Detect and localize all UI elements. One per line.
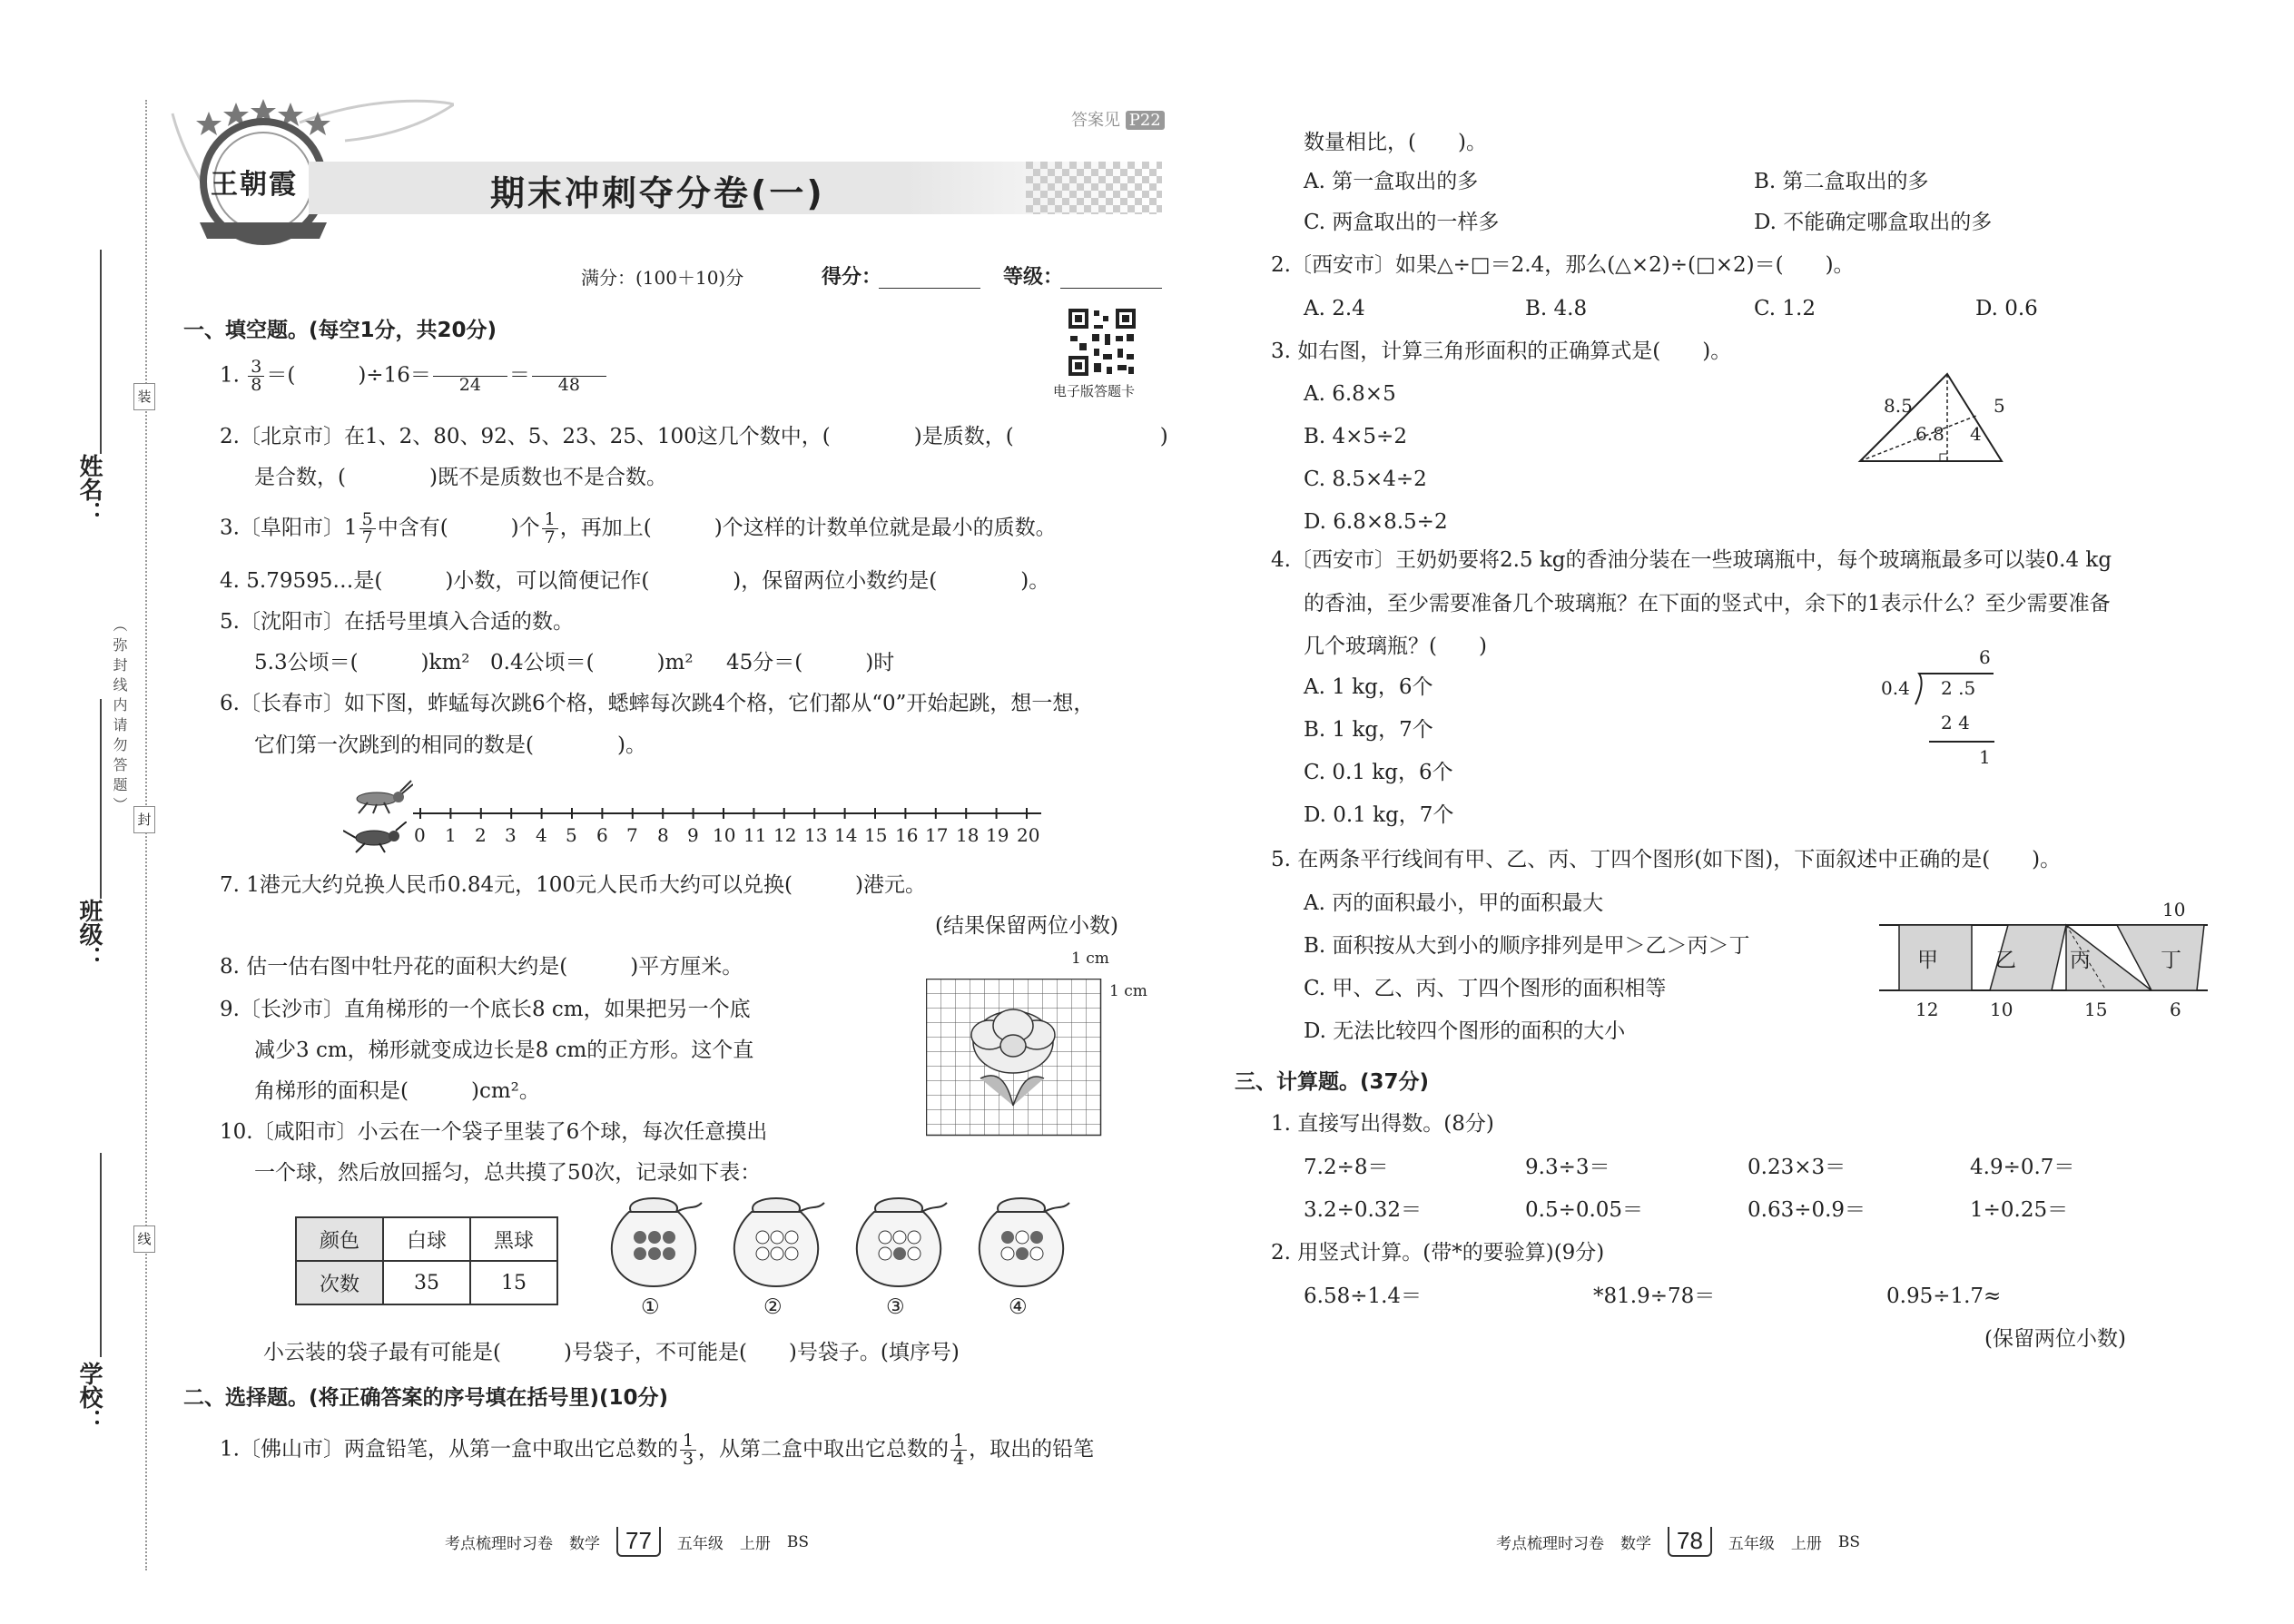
shape-dimension: 15 (2084, 999, 2108, 1020)
option[interactable]: C. 两盒取出的一样多 (1304, 211, 1500, 234)
fraction: $\frac{3}{8}$ (248, 359, 264, 394)
section-heading: 一、填空题。(每空1分，共20分) (183, 319, 497, 342)
fraction-blank[interactable]: 24 (433, 359, 507, 394)
question-1: 1. $\frac{3}{8}$ ＝( )÷16＝ 24 ＝ 48 (220, 359, 608, 394)
tick-label: 10 (713, 824, 736, 846)
tick-label: 18 (956, 824, 980, 846)
option[interactable]: C. 8.5×4÷2 (1304, 468, 1427, 491)
option[interactable]: B. 4×5÷2 (1304, 425, 1407, 448)
choice-question-1-cont: 数量相比，( )。 (1304, 131, 1487, 154)
qr-caption: 电子版答题卡 (1053, 383, 1136, 399)
footer-edition: BS (1837, 1532, 1861, 1551)
table-cell: 次数 (296, 1261, 383, 1304)
option[interactable]: D. 不能确定哪盒取出的多 (1754, 211, 1993, 234)
footer-edition: BS (786, 1532, 810, 1551)
bag-3-icon (849, 1185, 949, 1289)
question-7-note: (结果保留两位小数) (935, 914, 1118, 938)
tick-label: 1 (445, 824, 457, 846)
option[interactable]: D. 6.8×8.5÷2 (1304, 510, 1448, 534)
cut-mark-xian: 线 (133, 1225, 155, 1253)
footer-volume: 上册 (1790, 1535, 1822, 1553)
footer-series: 考点梳理时习卷 (445, 1535, 553, 1553)
calc-question-2: 2. 用竖式计算。(带*的要验算)(9分) (1271, 1241, 1605, 1265)
question-9: 9.〔长沙市〕直角梯形的一个底长8 cm，如果把另一个底 (220, 998, 751, 1021)
div-quotient: 6 (1979, 646, 1991, 668)
tick-label: 3 (505, 824, 517, 846)
name-label: 姓名： (75, 454, 103, 525)
tick-label: 0 (414, 824, 426, 846)
choice-question-1: 1.〔佛山市〕两盒铅笔，从第一盒中取出它总数的 $\frac{1}{3}$ ，从第二盒中取出它总数的 $\frac{1}{4}$ ，取出的铅笔 (220, 1431, 1095, 1469)
div-remainder: 1 (1979, 746, 1991, 768)
bag-label: ① (641, 1295, 660, 1319)
triangle-label: 5 (1994, 395, 2005, 417)
school-field[interactable] (100, 1153, 102, 1357)
question-10: 10.〔咸阳市〕小云在一个袋子里装了6个球，每次任意摸出 (220, 1120, 768, 1144)
grid-unit-top: 1 cm (1071, 950, 1109, 968)
option[interactable]: A. 6.8×5 (1304, 382, 1396, 406)
tick-label: 17 (925, 824, 949, 846)
choice-question-4-cont: 的香油，至少需要准备几个玻璃瓶？在下面的竖式中，余下的1表示什么？至少需要准备 (1304, 592, 2111, 615)
question-5c: 45分＝( )时 (726, 651, 895, 674)
footer-grade: 五年级 (1728, 1535, 1775, 1553)
bag-4-icon (971, 1185, 1071, 1289)
choice-question-2: 2.〔西安市〕如果△÷□＝2.4，那么(△×2)÷(□×2)＝( )。 (1271, 253, 1855, 277)
grid-unit-side: 1 cm (1109, 982, 1147, 1000)
page-title: 期末冲刺夺分卷(一) (490, 173, 825, 213)
choice-question-4-cont2: 几个玻璃瓶？( ) (1304, 635, 1487, 658)
answer-ref: 答案见 P22 (1071, 107, 1165, 131)
question-8: 8. 估一估右图中牡丹花的面积大约是( )平方厘米。 (220, 955, 743, 979)
div-line (1929, 741, 1994, 743)
tick-label: 14 (834, 824, 858, 846)
option[interactable]: D. 无法比较四个图形的面积的大小 (1304, 1019, 1626, 1043)
calc-item[interactable]: 0.23×3＝ (1748, 1156, 1846, 1179)
bag-label: ② (763, 1295, 783, 1319)
triangle-label: 8.5 (1884, 395, 1913, 417)
bag-2-icon (726, 1185, 826, 1289)
option[interactable]: B. 1 kg，7个 (1304, 718, 1433, 742)
option[interactable]: C. 0.1 kg，6个 (1304, 761, 1453, 784)
question-9-cont: 减少3 cm，梯形就变成边长是8 cm的正方形。这个直 (254, 1038, 754, 1062)
table-cell: 黑球 (470, 1217, 557, 1261)
ball-record-table (295, 1216, 558, 1305)
section-heading: 三、计算题。(37分) (1235, 1070, 1430, 1094)
calc-item[interactable]: 1÷0.25＝ (1970, 1198, 2069, 1222)
question-5: 5.〔沈阳市〕在括号里填入合适的数。 (220, 610, 574, 634)
calc-question-1: 1. 直接写出得数。(8分) (1271, 1112, 1494, 1136)
score-full: 满分：(100＋10)分 (581, 267, 744, 289)
shape-dimension: 10 (1990, 999, 2013, 1020)
logo-name: 王朝霞 (211, 169, 298, 201)
footer-right (1496, 1527, 1860, 1557)
question-5a: 5.3公顷＝( )km² (254, 651, 470, 674)
question-6-cont: 它们第一次跳到的相同的数是( )。 (254, 733, 646, 757)
calc-note: (保留两位小数) (1984, 1327, 2126, 1351)
score-label: 得分： (822, 266, 882, 289)
page-number: 77 (616, 1527, 661, 1557)
fraction: $\frac{1}{4}$ (950, 1432, 967, 1468)
question-3: 3.〔阜阳市〕1 $\frac{5}{7}$ 中含有( )个 $\frac{1}{7}$ ，再加上( )个这样的计数单位就是最小的质数。 (220, 509, 1057, 547)
option[interactable]: A. 1 kg，6个 (1304, 675, 1433, 699)
option[interactable]: D. 0.6 (1975, 297, 2038, 320)
shape-label: 乙 (1995, 949, 2016, 972)
cut-mark-zhuang: 装 (133, 383, 155, 410)
footer-series: 考点梳理时习卷 (1496, 1535, 1604, 1553)
div-divisor: 0.4 (1881, 677, 1910, 699)
calc-item[interactable]: 3.2÷0.32＝ (1304, 1198, 1423, 1222)
fraction: $\frac{1}{3}$ (680, 1432, 696, 1468)
bag-1-icon (604, 1185, 704, 1289)
grasshopper-icon (350, 779, 413, 815)
peony-grid-figure (926, 979, 1103, 1137)
page-number: 78 (1668, 1527, 1712, 1557)
question-2-cont: 是合数，( )既不是质数也不是合数。 (254, 466, 667, 489)
grade-field[interactable] (1060, 288, 1162, 289)
tick-label: 16 (895, 824, 919, 846)
footer-subject: 数学 (569, 1535, 600, 1553)
class-field[interactable] (100, 699, 102, 899)
tick-label: 11 (743, 824, 767, 846)
tick-label: 20 (1017, 824, 1040, 846)
shape-label: 丁 (2161, 949, 2181, 972)
score-field[interactable] (879, 288, 980, 289)
qr-code[interactable] (1067, 307, 1137, 378)
cricket-icon (343, 822, 407, 854)
shape-label: 甲 (1917, 949, 1938, 972)
checker-pattern (1026, 162, 1162, 214)
table-cell: 白球 (383, 1217, 470, 1261)
div-dividend: 2 .5 (1941, 677, 1976, 699)
tick-label: 5 (566, 824, 577, 846)
calc-item[interactable]: 0.5÷0.05＝ (1525, 1198, 1644, 1222)
footer-left (445, 1527, 809, 1557)
bag-label: ③ (886, 1295, 905, 1319)
tick-label: 12 (773, 824, 797, 846)
fold-notice: （弥封线内请勿答题） (111, 617, 128, 817)
div-subtract: 2 4 (1941, 712, 1970, 733)
option[interactable]: C. 1.2 (1754, 297, 1816, 320)
fraction: $\frac{5}{7}$ (359, 511, 376, 546)
choice-question-5: 5. 在两条平行线间有甲、乙、丙、丁四个图形(如下图)，下面叙述中正确的是( )。 (1271, 848, 2062, 871)
shape-dimension: 6 (2170, 999, 2181, 1020)
option[interactable]: B. 第二盒取出的多 (1754, 170, 1929, 193)
option[interactable]: B. 面积按从大到小的顺序排列是甲＞乙＞丙＞丁 (1304, 934, 1750, 958)
question-9-cont2: 角梯形的面积是( )cm²。 (254, 1079, 540, 1103)
tick-label: 9 (687, 824, 699, 846)
calc-item[interactable]: 0.95÷1.7≈ (1886, 1284, 2002, 1308)
school-label: 学校： (75, 1362, 103, 1432)
tick-label: 7 (626, 824, 638, 846)
calc-item[interactable]: 0.63÷0.9＝ (1748, 1198, 1866, 1222)
answer-page-badge: P22 (1126, 111, 1165, 130)
tick-label: 13 (804, 824, 828, 846)
option[interactable]: C. 甲、乙、丙、丁四个图形的面积相等 (1304, 977, 1667, 1000)
option[interactable]: A. 丙的面积最小，甲的面积最大 (1304, 891, 1604, 915)
tick-label: 6 (596, 824, 608, 846)
number-line (413, 806, 1044, 821)
tick-label: 8 (657, 824, 669, 846)
choice-question-4: 4.〔西安市〕王奶奶要将2.5 kg的香油分装在一些玻璃瓶中，每个玻璃瓶最多可以装0.4 kg (1271, 548, 2112, 572)
question-4: 4. 5.79595…是( )小数，可以简便记作( )，保留两位小数约是( )。 (220, 569, 1050, 593)
shape-dimension: 10 (2162, 899, 2186, 920)
question-2: 2.〔北京市〕在1、2、80、92、5、23、25、100这几个数中，( )是质数，( ) (220, 425, 1168, 448)
grade-label: 等级： (1003, 266, 1064, 289)
question-10-cont: 一个球，然后放回摇匀，总共摸了50次，记录如下表： (254, 1161, 762, 1185)
table-row (296, 1217, 557, 1261)
tick-label: 4 (536, 824, 547, 846)
triangle-label: 4 (1970, 423, 1982, 445)
tick-label: 2 (475, 824, 487, 846)
name-field[interactable] (100, 250, 102, 454)
tick-label: 15 (864, 824, 888, 846)
calc-item[interactable]: 4.9÷0.7＝ (1970, 1156, 2075, 1179)
section-heading: 二、选择题。(将正确答案的序号填在括号里)(10分) (183, 1386, 669, 1410)
question-10-answer: 小云装的袋子最有可能是( )号袋子，不可能是( )号袋子。(填序号) (263, 1341, 960, 1364)
footer-volume: 上册 (739, 1535, 771, 1553)
footer-grade: 五年级 (676, 1535, 724, 1553)
triangle-figure (1856, 363, 2006, 468)
table-cell: 颜色 (296, 1217, 383, 1261)
calc-item[interactable]: 6.58÷1.4＝ (1304, 1284, 1423, 1308)
table-cell: 35 (383, 1261, 470, 1304)
question-7: 7. 1港元大约兑换人民币0.84元，100元人民币大约可以兑换( )港元。 (220, 873, 926, 897)
shape-dimension: 12 (1915, 999, 1939, 1020)
question-6: 6.〔长春市〕如下图，蚱蜢每次跳6个格，蟋蟀每次跳4个格，它们都从“0”开始起跳，想一想， (220, 692, 1095, 715)
triangle-label: 6.8 (1915, 423, 1944, 445)
question-5b: 0.4公顷＝( )m² (490, 651, 694, 674)
bag-label: ④ (1009, 1295, 1028, 1319)
calc-item[interactable]: *81.9÷78＝ (1593, 1284, 1716, 1308)
shape-label: 丙 (2070, 949, 2091, 972)
fraction: $\frac{1}{7}$ (542, 511, 558, 546)
table-row (296, 1261, 557, 1304)
table-cell: 15 (470, 1261, 557, 1304)
class-label: 班级： (75, 899, 103, 969)
fold-dotted-line (145, 100, 147, 1570)
fraction-blank[interactable]: 48 (532, 359, 606, 394)
calc-item[interactable]: 7.2÷8＝ (1304, 1156, 1389, 1179)
option[interactable]: A. 2.4 (1304, 297, 1365, 320)
footer-subject: 数学 (1620, 1535, 1651, 1553)
cut-mark-feng: 封 (133, 806, 155, 833)
tick-label: 19 (986, 824, 1009, 846)
option[interactable]: B. 4.8 (1525, 297, 1588, 320)
calc-item[interactable]: 9.3÷3＝ (1525, 1156, 1610, 1179)
option[interactable]: A. 第一盒取出的多 (1304, 170, 1479, 193)
option[interactable]: D. 0.1 kg，7个 (1304, 803, 1454, 827)
choice-question-3: 3. 如右图，计算三角形面积的正确算式是( )。 (1271, 340, 1732, 363)
